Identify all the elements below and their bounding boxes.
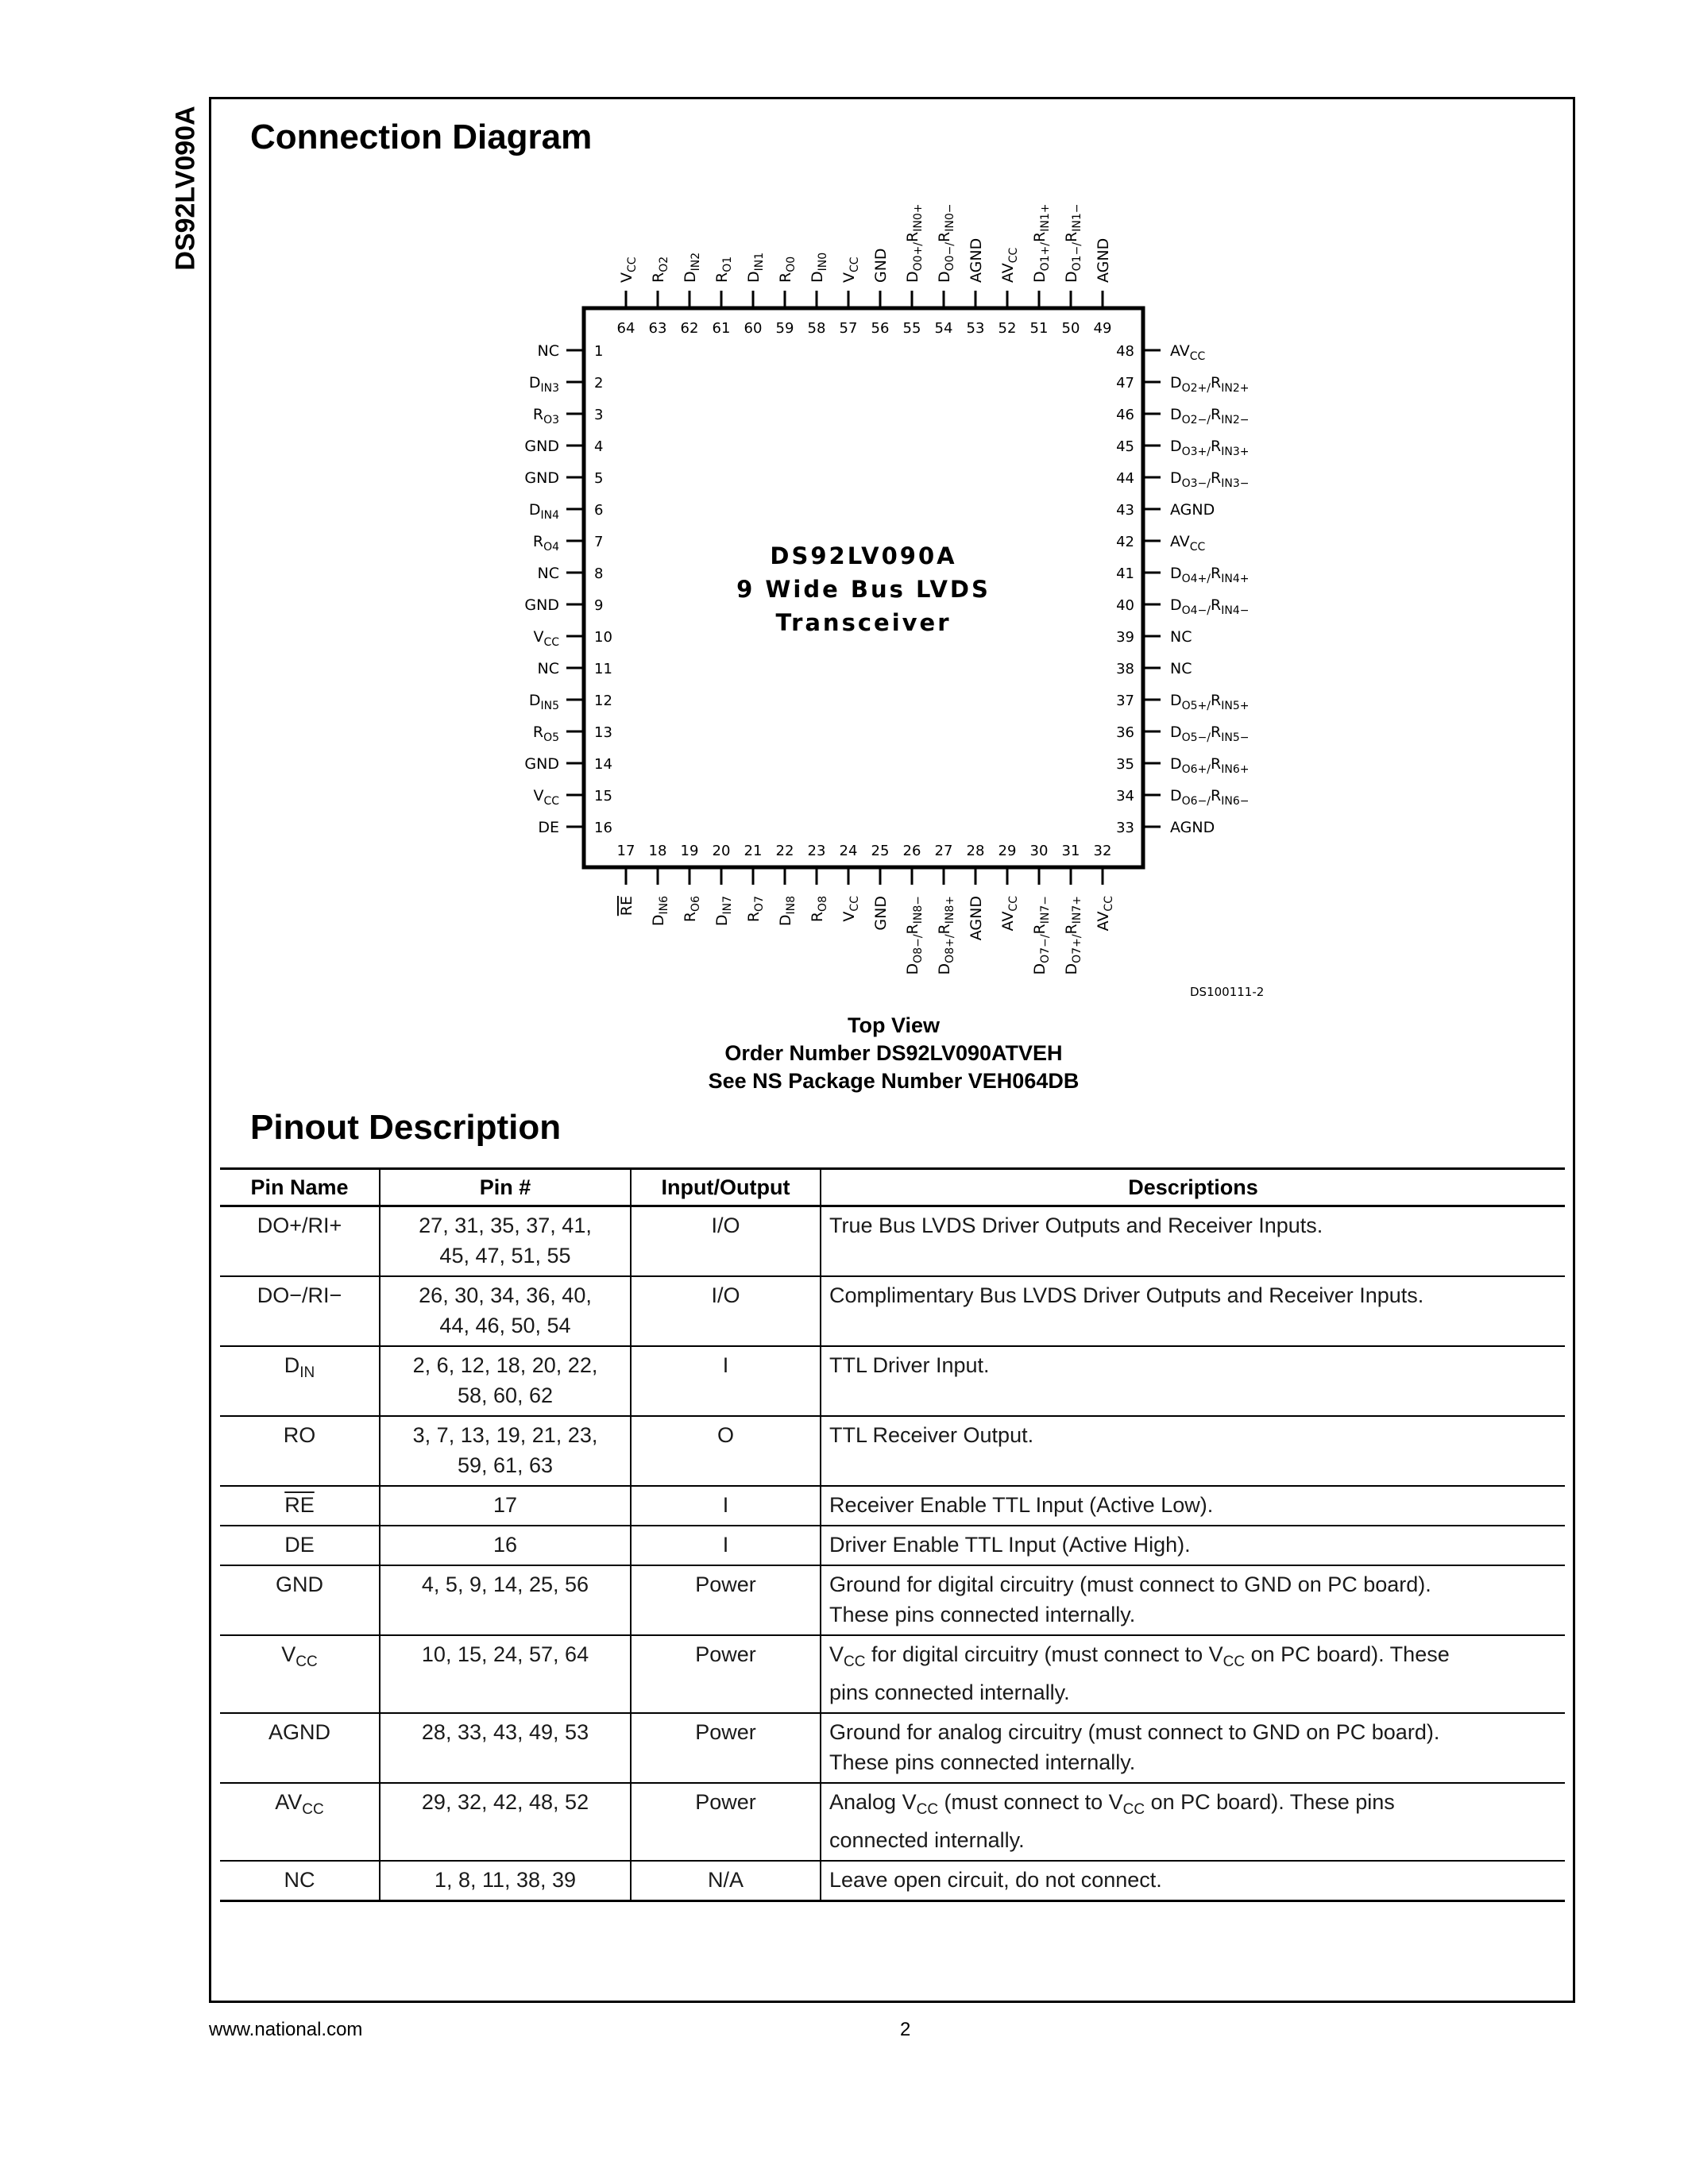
pin-label: NC bbox=[1170, 660, 1192, 677]
pin-numbers: 16 bbox=[380, 1526, 631, 1565]
pin-label: $R_{O4}$ bbox=[532, 533, 559, 554]
pin-label: DE bbox=[538, 819, 559, 836]
pin-name: DO−/RI− bbox=[220, 1276, 380, 1346]
pin-label: $D_{IN6}$ bbox=[650, 896, 670, 927]
pin-description: True Bus LVDS Driver Outputs and Receiver Inputs. bbox=[821, 1206, 1565, 1277]
pin-label: $R_{O8}$ bbox=[809, 896, 829, 923]
pin-number: 22 bbox=[775, 843, 794, 859]
pin-number: 53 bbox=[966, 320, 985, 337]
pin-description: Driver Enable TTL Input (Active High). bbox=[821, 1526, 1565, 1565]
connection-diagram bbox=[0, 0, 1688, 1048]
pin-label: $V_{CC}$ bbox=[840, 257, 861, 283]
pin-label: $V_{CC}$ bbox=[618, 257, 639, 283]
pin-label: AGND bbox=[968, 896, 985, 941]
pin-io: I bbox=[631, 1486, 821, 1526]
pin-io: Power bbox=[631, 1783, 821, 1861]
pin-label: $D_{O8-/}R_{IN8-}$ bbox=[904, 896, 925, 975]
pin-io: O bbox=[631, 1416, 821, 1486]
pin-number: 37 bbox=[1116, 693, 1134, 709]
pin-number: 19 bbox=[680, 843, 699, 859]
pin-numbers: 17 bbox=[380, 1486, 631, 1526]
pin-label: GND bbox=[872, 248, 890, 283]
pin-label: $R_{O0}$ bbox=[777, 256, 798, 283]
pin-label: AGND bbox=[1095, 237, 1112, 283]
pin-number: 10 bbox=[594, 629, 612, 646]
pin-label: $D_{O7+/}R_{IN7+}$ bbox=[1063, 896, 1083, 975]
pin-number: 29 bbox=[998, 843, 1017, 859]
pin-number: 30 bbox=[1029, 843, 1049, 859]
pin-label: $D_{IN7}$ bbox=[713, 896, 734, 927]
pin-number: 54 bbox=[934, 320, 953, 337]
pin-number: 44 bbox=[1116, 470, 1134, 487]
pin-label: GND bbox=[872, 896, 890, 931]
pin-label: $D_{IN5}$ bbox=[528, 692, 559, 712]
pin-label: $R_{O7}$ bbox=[745, 896, 766, 923]
pin-label: $R_{O5}$ bbox=[532, 723, 559, 744]
pin-number: 14 bbox=[594, 756, 612, 773]
table-row bbox=[220, 1206, 1565, 1277]
pin-numbers: 1, 8, 11, 38, 39 bbox=[380, 1861, 631, 1901]
pin-io: N/A bbox=[631, 1861, 821, 1901]
pin-label: $D_{O3+/}R_{IN3+}$ bbox=[1170, 438, 1250, 458]
pin-description: TTL Receiver Output. bbox=[821, 1416, 1565, 1486]
table-row bbox=[220, 1635, 1565, 1713]
pin-number: 31 bbox=[1061, 843, 1080, 859]
pin-number: 52 bbox=[998, 320, 1017, 337]
pin-label: $D_{O7-/}R_{IN7-}$ bbox=[1031, 896, 1052, 975]
pin-label: AGND bbox=[1170, 501, 1215, 519]
pin-number: 23 bbox=[807, 843, 826, 859]
pin-label: $D_{O2-/}R_{IN2-}$ bbox=[1170, 406, 1250, 426]
pin-label: $R_{O6}$ bbox=[682, 896, 702, 923]
pin-label: $AV_{CC}$ bbox=[1170, 533, 1206, 554]
table-row bbox=[220, 1276, 1565, 1346]
pin-label: NC bbox=[537, 342, 559, 360]
pin-label: $D_{IN0}$ bbox=[809, 252, 829, 283]
header-descriptions: Descriptions bbox=[821, 1169, 1565, 1206]
pin-label: $AV_{CC}$ bbox=[1170, 342, 1206, 363]
pin-number: 4 bbox=[594, 438, 604, 455]
pin-number: 38 bbox=[1116, 661, 1134, 677]
table-row bbox=[220, 1861, 1565, 1901]
pin-number: 64 bbox=[616, 320, 635, 337]
pin-label: GND bbox=[524, 438, 559, 455]
pin-name: DE bbox=[220, 1526, 380, 1565]
table-row bbox=[220, 1565, 1565, 1635]
pin-label: $D_{IN8}$ bbox=[777, 896, 798, 927]
header-pin-name: Pin Name bbox=[220, 1169, 380, 1206]
pin-number: 51 bbox=[1029, 320, 1049, 337]
pin-label: $D_{O1+/}R_{IN1+}$ bbox=[1031, 203, 1052, 283]
footer-page-number: 2 bbox=[900, 2019, 911, 2040]
pin-number: 6 bbox=[594, 502, 604, 519]
pin-io: I bbox=[631, 1346, 821, 1416]
caption-order-number: Order Number DS92LV090ATVEH bbox=[724, 1041, 1063, 1065]
pin-number: 13 bbox=[594, 724, 612, 741]
figure-id: DS100111-2 bbox=[1190, 985, 1265, 999]
pin-description: Ground for digital circuitry (must connect to GND on PC board). These pins connected internally. bbox=[821, 1565, 1565, 1635]
pin-number: 56 bbox=[871, 320, 890, 337]
pin-description: Analog $V_{CC}$ (must connect to $V_{CC}$ on PC board). These pins connected internally. bbox=[821, 1783, 1565, 1861]
pin-label: $D_{O4+/}R_{IN4+}$ bbox=[1170, 565, 1250, 585]
pin-label: $R_{O1}$ bbox=[713, 256, 734, 283]
chip-desc-line1: 9 Wide Bus LVDS bbox=[736, 576, 991, 603]
pin-label: AGND bbox=[1170, 819, 1215, 836]
pin-number: 21 bbox=[744, 843, 763, 859]
pin-io: I/O bbox=[631, 1276, 821, 1346]
pin-number: 42 bbox=[1116, 534, 1134, 550]
pin-name: NC bbox=[220, 1861, 380, 1901]
pin-numbers: 26, 30, 34, 36, 40, 44, 46, 50, 54 bbox=[380, 1276, 631, 1346]
pin-name: GND bbox=[220, 1565, 380, 1635]
pin-label: $D_{O6+/}R_{IN6+}$ bbox=[1170, 755, 1250, 776]
pin-number: 55 bbox=[902, 320, 921, 337]
pin-number: 60 bbox=[744, 320, 763, 337]
pinout-description-heading: Pinout Description bbox=[250, 1108, 562, 1147]
pin-io: Power bbox=[631, 1635, 821, 1713]
pin-numbers: 10, 15, 24, 57, 64 bbox=[380, 1635, 631, 1713]
pin-numbers: 4, 5, 9, 14, 25, 56 bbox=[380, 1565, 631, 1635]
pin-number: 47 bbox=[1116, 375, 1134, 392]
pin-label: $D_{O3-/}R_{IN3-}$ bbox=[1170, 469, 1250, 490]
chip-name: DS92LV090A bbox=[770, 542, 957, 569]
pin-numbers: 27, 31, 35, 37, 41, 45, 47, 51, 55 bbox=[380, 1206, 631, 1277]
table-row bbox=[220, 1526, 1565, 1565]
pin-description: $V_{CC}$ for digital circuitry (must connect to $V_{CC}$ on PC board). These pins connected internally. bbox=[821, 1635, 1565, 1713]
pin-number: 50 bbox=[1061, 320, 1080, 337]
pin-label: RE bbox=[618, 896, 635, 916]
pin-number: 3 bbox=[594, 407, 604, 423]
pin-number: 48 bbox=[1116, 343, 1134, 360]
pin-label: NC bbox=[1170, 628, 1192, 646]
pin-name: $V_{CC}$ bbox=[220, 1635, 380, 1713]
pin-label: $D_{O4-/}R_{IN4-}$ bbox=[1170, 596, 1250, 617]
pin-label: $D_{O2+/}R_{IN2+}$ bbox=[1170, 374, 1250, 395]
pinout-table bbox=[220, 1167, 1565, 1902]
pin-label: $D_{O0-/}R_{IN0-}$ bbox=[936, 203, 956, 283]
pin-label: GND bbox=[524, 755, 559, 773]
pin-number: 5 bbox=[594, 470, 604, 487]
pin-number: 2 bbox=[594, 375, 604, 392]
pin-label: $D_{O0+/}R_{IN0+}$ bbox=[904, 203, 925, 283]
pin-label: $D_{O5-/}R_{IN5-}$ bbox=[1170, 723, 1250, 744]
pin-number: 28 bbox=[966, 843, 985, 859]
table-row bbox=[220, 1713, 1565, 1783]
header-input-output: Input/Output bbox=[631, 1169, 821, 1206]
pin-number: 59 bbox=[775, 320, 794, 337]
pin-number: 36 bbox=[1116, 724, 1134, 741]
pin-name: $\overline{RE}$ bbox=[220, 1486, 380, 1526]
pin-label: $R_{O2}$ bbox=[650, 256, 670, 283]
pin-label: $AV_{CC}$ bbox=[999, 896, 1020, 932]
pin-number: 40 bbox=[1116, 597, 1134, 614]
footer-url: www.national.com bbox=[209, 2019, 363, 2040]
header-pin-number: Pin # bbox=[380, 1169, 631, 1206]
pin-number: 9 bbox=[594, 597, 604, 614]
pin-number: 32 bbox=[1093, 843, 1112, 859]
pin-number: 41 bbox=[1116, 565, 1134, 582]
pin-number: 11 bbox=[594, 661, 612, 677]
pin-label: NC bbox=[537, 565, 559, 582]
pin-label: $D_{O8+/}R_{IN8+}$ bbox=[936, 896, 956, 975]
pin-description: Complimentary Bus LVDS Driver Outputs and Receiver Inputs. bbox=[821, 1276, 1565, 1346]
pin-number: 20 bbox=[712, 843, 731, 859]
pin-label: $D_{O1-/}R_{IN1-}$ bbox=[1063, 203, 1083, 283]
pin-number: 16 bbox=[594, 820, 612, 836]
pin-number: 34 bbox=[1116, 788, 1134, 805]
pin-number: 24 bbox=[839, 843, 858, 859]
pin-number: 12 bbox=[594, 693, 612, 709]
pin-description: Receiver Enable TTL Input (Active Low). bbox=[821, 1486, 1565, 1526]
table-row bbox=[220, 1783, 1565, 1861]
pin-io: I/O bbox=[631, 1206, 821, 1277]
pin-number: 17 bbox=[616, 843, 635, 859]
pin-name: $AV_{CC}$ bbox=[220, 1783, 380, 1861]
pin-number: 1 bbox=[594, 343, 604, 360]
pin-label: $AV_{CC}$ bbox=[1095, 896, 1115, 932]
pin-label: $V_{CC}$ bbox=[533, 628, 559, 649]
pin-number: 33 bbox=[1116, 820, 1134, 836]
pin-number: 61 bbox=[712, 320, 731, 337]
pin-number: 62 bbox=[680, 320, 699, 337]
pin-number: 46 bbox=[1116, 407, 1134, 423]
pin-numbers: 3, 7, 13, 19, 21, 23, 59, 61, 63 bbox=[380, 1416, 631, 1486]
pin-label: $D_{IN4}$ bbox=[528, 501, 559, 522]
pin-io: Power bbox=[631, 1713, 821, 1783]
pin-name: AGND bbox=[220, 1713, 380, 1783]
pin-number: 45 bbox=[1116, 438, 1134, 455]
pin-description: Ground for analog circuitry (must connect to GND on PC board). These pins connected internally. bbox=[821, 1713, 1565, 1783]
chip-desc-line2: Transceiver bbox=[775, 609, 952, 636]
pin-label: $R_{O3}$ bbox=[532, 406, 559, 426]
pin-label: $D_{IN3}$ bbox=[528, 374, 559, 395]
pin-io: I bbox=[631, 1526, 821, 1565]
pin-number: 49 bbox=[1093, 320, 1112, 337]
pin-number: 18 bbox=[648, 843, 667, 859]
pin-name: $D_{IN}$ bbox=[220, 1346, 380, 1416]
pin-label: $D_{O5+/}R_{IN5+}$ bbox=[1170, 692, 1250, 712]
pin-number: 15 bbox=[594, 788, 612, 805]
pin-label: $D_{IN1}$ bbox=[745, 252, 766, 283]
table-row bbox=[220, 1416, 1565, 1486]
pin-numbers: 29, 32, 42, 48, 52 bbox=[380, 1783, 631, 1861]
pin-label: $D_{IN2}$ bbox=[682, 252, 702, 283]
table-row bbox=[220, 1486, 1565, 1526]
pin-label: $AV_{CC}$ bbox=[999, 247, 1020, 283]
pin-number: 7 bbox=[594, 534, 604, 550]
side-title: DS92LV090A bbox=[170, 106, 201, 271]
pin-io: Power bbox=[631, 1565, 821, 1635]
pin-number: 27 bbox=[934, 843, 953, 859]
caption-top-view: Top View bbox=[847, 1013, 940, 1037]
pin-name: DO+/RI+ bbox=[220, 1206, 380, 1277]
table-header-row bbox=[220, 1169, 1565, 1206]
pin-numbers: 28, 33, 43, 49, 53 bbox=[380, 1713, 631, 1783]
pin-label: AGND bbox=[968, 237, 985, 283]
pin-label: $D_{O6-/}R_{IN6-}$ bbox=[1170, 787, 1250, 808]
pin-number: 25 bbox=[871, 843, 890, 859]
pin-label: GND bbox=[524, 596, 559, 614]
pin-number: 8 bbox=[594, 565, 604, 582]
pin-number: 26 bbox=[902, 843, 921, 859]
pin-number: 35 bbox=[1116, 756, 1134, 773]
pin-description: Leave open circuit, do not connect. bbox=[821, 1861, 1565, 1901]
table-row bbox=[220, 1346, 1565, 1416]
pin-number: 58 bbox=[807, 320, 826, 337]
pin-number: 63 bbox=[648, 320, 667, 337]
pin-numbers: 2, 6, 12, 18, 20, 22, 58, 60, 62 bbox=[380, 1346, 631, 1416]
pin-label: GND bbox=[524, 469, 559, 487]
pin-description: TTL Driver Input. bbox=[821, 1346, 1565, 1416]
pin-label: $V_{CC}$ bbox=[840, 896, 861, 922]
pin-name: RO bbox=[220, 1416, 380, 1486]
pin-number: 57 bbox=[839, 320, 858, 337]
pin-number: 39 bbox=[1116, 629, 1134, 646]
pin-number: 43 bbox=[1116, 502, 1134, 519]
connection-diagram-heading: Connection Diagram bbox=[250, 118, 593, 156]
caption-package-number: See NS Package Number VEH064DB bbox=[708, 1069, 1080, 1093]
pin-label: NC bbox=[537, 660, 559, 677]
pin-label: $V_{CC}$ bbox=[533, 787, 559, 808]
